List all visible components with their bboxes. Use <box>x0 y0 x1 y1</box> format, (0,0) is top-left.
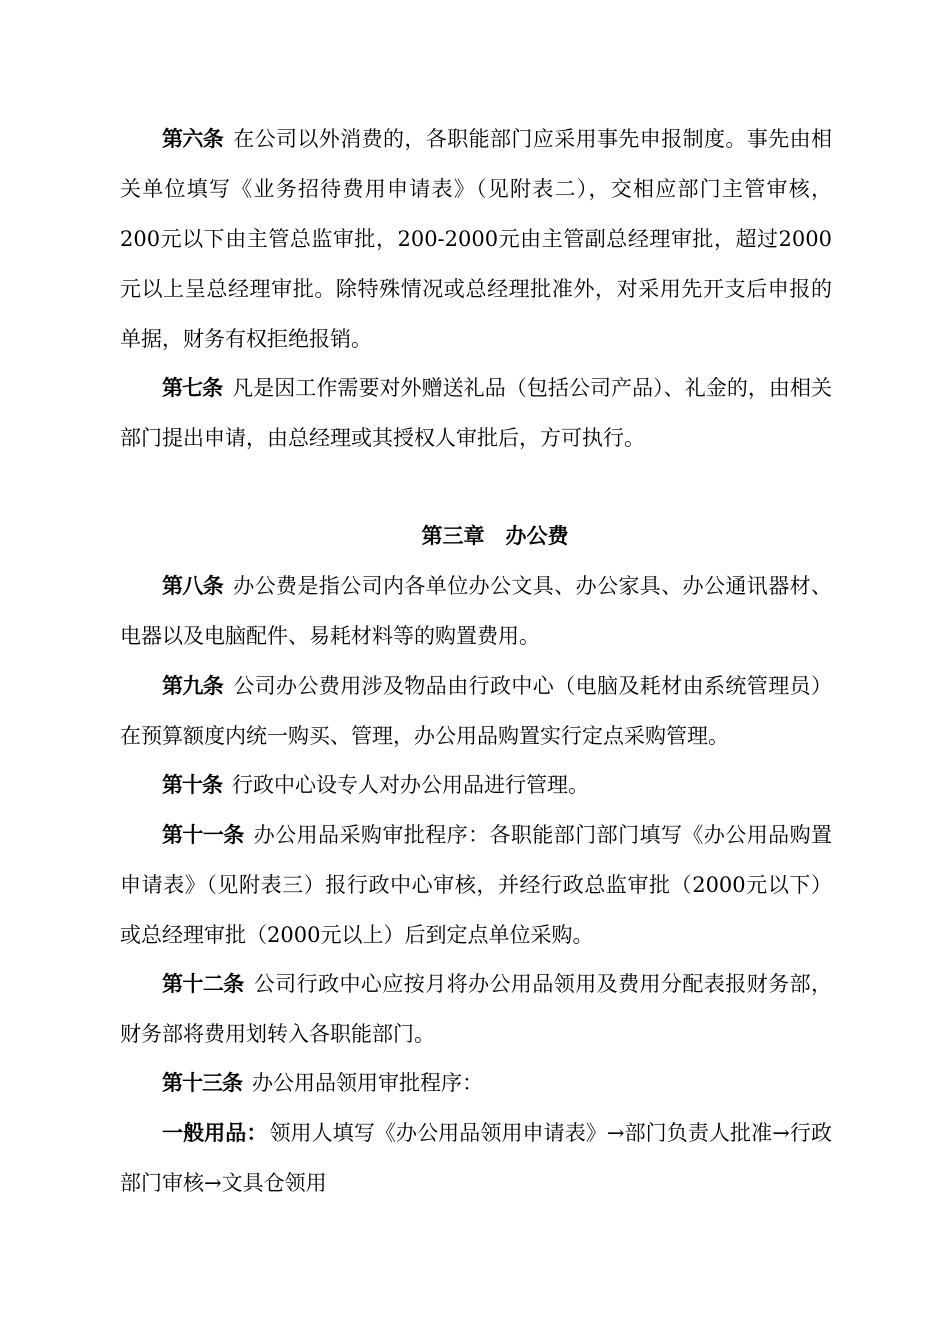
article-8-label: 第八条 <box>162 573 224 598</box>
general-items-text: 领用人填写《办公用品领用申请表》→部门负责人批准→行政部门审核→文具仓领用 <box>120 1121 832 1195</box>
article-9-label: 第九条 <box>162 673 224 698</box>
article-7-label: 第七条 <box>162 375 223 400</box>
article-13-text: 办公用品领用审批程序： <box>252 1071 483 1095</box>
article-6-label: 第六条 <box>162 126 224 151</box>
article-13 <box>120 1058 832 1108</box>
chapter-heading: 第三章 办公费 <box>421 523 569 548</box>
article-6 <box>120 114 832 364</box>
article-11-text: 办公用品采购审批程序：各职能部门部门填写《办公用品购置申请表》（见附表三）报行政中心审核，并经行政总监审批（2000元以下）或总经理审批（2000元以上）后到定点单位采购。 <box>120 823 832 947</box>
article-12 <box>120 959 832 1059</box>
article-10-text: 行政中心设专人对办公用品进行管理。 <box>232 773 589 797</box>
article-9 <box>120 661 832 761</box>
article-13-label: 第十三条 <box>162 1070 242 1095</box>
article-10-label: 第十条 <box>162 772 222 797</box>
article-7 <box>120 363 832 463</box>
article-11 <box>120 810 832 960</box>
article-8 <box>120 561 832 661</box>
article-9-text: 公司办公费用涉及物品由行政中心（电脑及耗材由系统管理员）在预算额度内统一购买、管理，办公用品购置实行定点采购管理。 <box>120 674 833 748</box>
article-7-text: 凡是因工作需要对外赠送礼品（包括公司产品）、礼金的，由相关部门提出申请，由总经理或其授权人审批后，方可执行。 <box>120 376 833 450</box>
article-8-text: 办公费是指公司内各单位办公文具、办公家具、办公通讯器材、电器以及电脑配件、易耗材料等的购置费用。 <box>120 574 833 648</box>
article-6-text: 在公司以外消费的，各职能部门应采用事先申报制度。事先由相关单位填写《业务招待费用申请表》（见附表二），交相应部门主管审核，200元以下由主管总监审批，200-2000元由主管副总经理审批，超过2000元以上呈总经理审批。除特殊情况或总经理批准外，对采用先开支后申报的单据，财务有权拒绝报销。 <box>120 127 833 351</box>
article-10 <box>120 760 832 810</box>
article-12-label: 第十二条 <box>162 971 244 996</box>
general-items-paragraph <box>120 1108 832 1208</box>
article-12-text: 公司行政中心应按月将办公用品领用及费用分配表报财务部，财务部将费用划转入各职能部门。 <box>120 972 832 1046</box>
article-11-label: 第十一条 <box>162 822 244 847</box>
general-items-label: 一般用品： <box>162 1120 268 1145</box>
